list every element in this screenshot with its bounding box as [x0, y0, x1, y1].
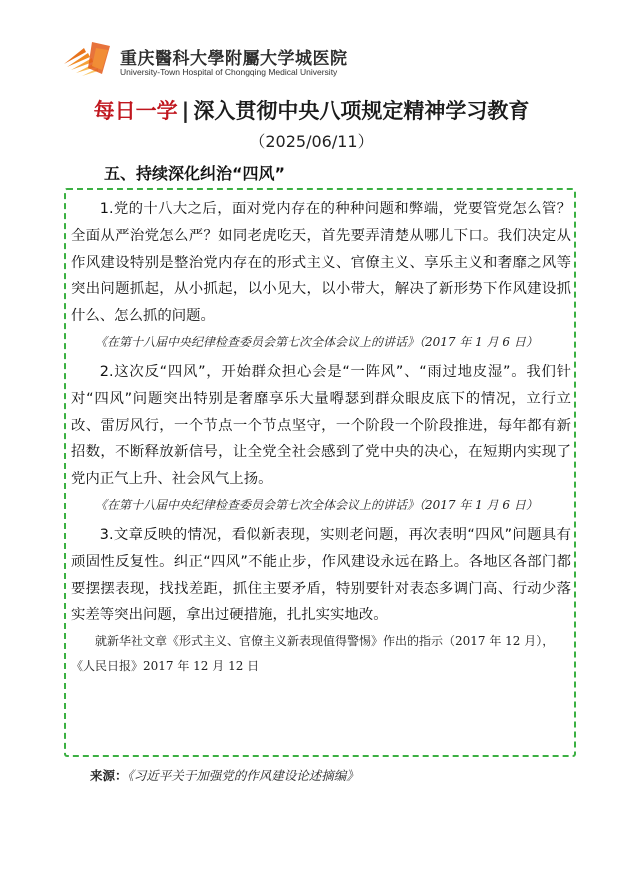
citation-2: 《在第十八届中央纪律检查委员会第七次全体会议上的讲话》（2017 年 1 月 6 日） — [95, 497, 538, 512]
source-text: 《习近平关于加强党的作风建设论述摘编》 — [127, 768, 359, 783]
content-body — [71, 196, 571, 679]
title-highlight: 每日一学 — [93, 99, 178, 123]
page-title — [0, 95, 623, 125]
title-main: 深入贯彻中央八项规定精神学习教育 — [193, 99, 530, 123]
source-line — [90, 766, 359, 784]
date-label: （2025/06/11） — [249, 132, 374, 151]
hospital-logo-icon — [62, 40, 114, 78]
citation-1: 《在第十八届中央纪律检查委员会第七次全体会议上的讲话》（2017 年 1 月 6 日） — [95, 334, 538, 349]
hospital-name-en: University-Town Hospital of Chongqing Medical University — [120, 67, 338, 77]
title-separator: | — [181, 99, 190, 123]
section-title: 五、持续深化纠治“四风” — [104, 164, 286, 183]
citation-3: 就新华社文章《形式主义、官僚主义新表现值得警惕》作出的指示（2017 年 12 月），《人民日报》2017 年 12 月 12 日 — [71, 634, 555, 674]
paragraph-1: 1.党的十八大之后，面对党内存在的种种问题和弊端，党要管党怎么管？全面从严治党怎么严？如同老虎吃天，首先要弄清楚从哪儿下口。我们决定从作风建设特别是整治党内存在的形式主义、官僚主义、享乐主义和奢靡之风等突出问题抓起，从小抓起，以小见大，以小带大，解决了新形势下作风建设抓什么、怎么抓的问题。 — [71, 201, 571, 325]
source-label: 来源： — [90, 768, 128, 783]
paragraph-3: 3.文章反映的情况，看似新表现，实则老问题，再次表明“四风”问题具有顽固性反复性。纠正“四风”不能止步，作风建设永远在路上。各地区各部门都要摆摆表现，找找差距，抓住主要矛盾，特别要针对表态多调门高、行动少落实差等突出问题，拿出过硬措施，扎扎实实地改。 — [71, 526, 571, 624]
paragraph-2: 2.这次反“四风”，开始群众担心会是“一阵风”、“雨过地皮湿”。我们针对“四风”问题突出特别是奢靡享乐大量嘚瑟到群众眼皮底下的情况，立行立改、雷厉风行，一个节点一个节点坚守，一个阶段一个阶段推进，每年都有新招数，不断释放新信号，让全党全社会感到了党中央的决心，在短期内实现了党内正气上升、社会风气上扬。 — [71, 363, 571, 488]
hospital-name-cn: 重庆醫科大學附屬大学城医院 — [120, 49, 348, 69]
